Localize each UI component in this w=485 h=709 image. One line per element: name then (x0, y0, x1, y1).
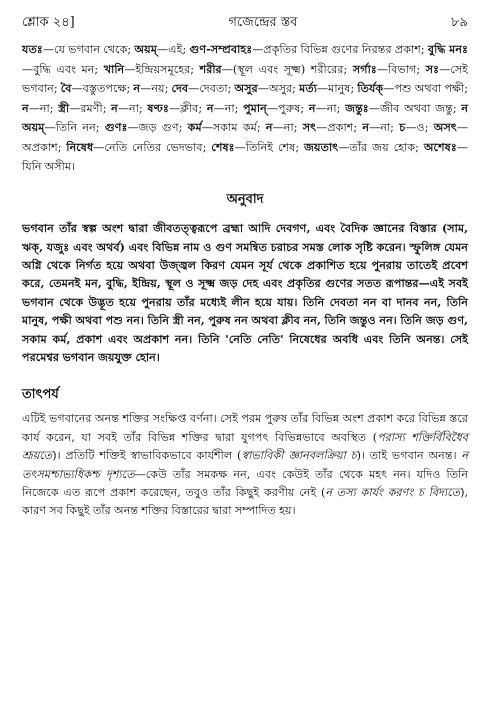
purport-paragraph (22, 410, 468, 520)
synonym-word: ন অয়ম্ (22, 100, 469, 135)
synonym-word: অশেষঃ (423, 139, 457, 154)
synonym-meaning: —অপ্রকাশ; (22, 121, 468, 154)
purport-quote: ন তস্য কার্যং করণং চ বিদ্যতে (325, 486, 461, 500)
purport-quote: ন তৎসমশ্চাভ্যধিকশ্চ দৃশ্যতে (22, 449, 469, 481)
synonym-meaning: —তিনি নন; (44, 121, 105, 135)
synonym-meaning: —সকাম কর্ম; (201, 121, 266, 135)
word-for-word-synonyms (22, 40, 468, 176)
synonym-word: মর্ত্য (299, 81, 317, 96)
synonym-word: শেষঃ (211, 139, 235, 154)
synonym-meaning: —না; (28, 101, 59, 115)
synonym-word: ন (133, 81, 141, 96)
synonym-word: বৈ (60, 81, 72, 96)
synonym-word: ন (22, 100, 29, 115)
synonym-meaning: —(স্থূল এবং সূক্ষ্ম) শরীরের; (221, 62, 353, 76)
synonym-meaning: —না; (117, 101, 148, 115)
synonym-word: সঃ (425, 61, 440, 76)
synonym-word: ন (265, 120, 273, 135)
synonym-meaning: —নয়; (140, 82, 172, 96)
synonym-word: ন (111, 100, 118, 115)
page-header (22, 14, 468, 32)
synonym-word: ন (206, 100, 214, 115)
synonym-meaning: —এই; (156, 43, 190, 56)
synonym-word: ন (362, 120, 370, 135)
synonym-meaning: —অসুর; (257, 82, 300, 96)
synonym-word: অসৎ (433, 120, 457, 135)
synonym-word: অসুর (234, 81, 258, 96)
synonym-word: ষণ্ঢঃ (147, 100, 169, 115)
synonym-word: যতঃ (22, 42, 43, 56)
synonym-meaning: —মানুষ; (316, 82, 358, 96)
synonym-meaning: —বুদ্ধি এবং মন; (22, 62, 104, 76)
synonym-meaning: —না; (315, 101, 346, 115)
synonym-meaning: —যে ভগবান থেকে; (42, 43, 135, 56)
synonym-meaning: —সেই ভগবান; (22, 62, 468, 96)
synonym-word: গুণ-সম্প্রবাহঃ (189, 42, 253, 56)
synonym-meaning: —না; (213, 101, 244, 115)
book-page (22, 14, 468, 699)
purport-heading: তাৎপর্য (22, 387, 59, 403)
header-chapter-title: গজেন্দ্রের স্তব (228, 15, 298, 30)
purport-text: এটিই ভগবানের অনন্ত শক্তির সংক্ষিপ্ত বর্ণনা। সেই পরম পুরুষ তাঁর বিভিন্ন অংশ প্রকাশ করে বিভিন্ন স্তরে কার্য করেন, যা সবই তাঁর বিভিন্ন শক্তির দ্বারা যুগপৎ বিভিন্নভাবে অবস্থিত ( (22, 412, 468, 444)
synonym-word: শরীর (199, 61, 222, 76)
header-verse-number: শ্লোক ২৪] (22, 15, 75, 30)
synonym-meaning: —নেতি নেতির ভেদভাব; (93, 140, 212, 154)
synonym-meaning: —বিভাগ; (376, 62, 426, 76)
synonym-word: স্ত্রী (58, 100, 70, 115)
header-page-number: ৮৯ (451, 15, 468, 30)
synonym-word: গুণঃ (104, 120, 128, 135)
synonym-word: অয়ম্ (134, 42, 157, 56)
synonym-meaning: —পুরুষ; (266, 101, 309, 115)
synonym-meaning: —ক্লীব; (168, 101, 207, 115)
synonym-word: জয়তাৎ (304, 139, 339, 154)
synonym-word: পুমান্ (243, 100, 267, 115)
synonym-meaning: —প্রকৃতির বিভিন্ন গুণের নিরন্তর প্রকাশ; (252, 43, 428, 56)
synonym-word: বুদ্ধি মনঃ (427, 42, 468, 56)
synonym-meaning: —ও; (405, 121, 434, 135)
synonym-word: কর্ম (187, 120, 202, 135)
synonym-meaning: —প্রকাশ; (316, 121, 363, 135)
purport-text: ), কারণ সব কিছুই তাঁর অনন্ত শক্তির বিস্তারের দ্বারা সম্পাদিত হয়। (22, 486, 468, 518)
purport-quote: পরাস্য শক্তির্বিবিধৈব শ্রূয়তে (22, 430, 469, 463)
synonym-meaning: —তিনিই শেষ; (234, 140, 305, 154)
synonym-meaning: —জড় গুণ; (127, 121, 188, 135)
synonym-meaning: —তাঁর জয় হোক; (338, 140, 424, 154)
synonym-meaning: —জীব অথবা জন্তু; (368, 101, 462, 115)
translation-heading: অনুবাদ (226, 192, 264, 208)
synonym-word: ন (308, 100, 316, 115)
purport-quote: স্বাভাবিকী জ্ঞানবলক্রিয়া চ (241, 449, 357, 463)
synonym-word: দেব (171, 81, 189, 96)
synonym-word: খানি (103, 61, 125, 76)
purport-text: )। প্রতিটি শক্তিই স্বাভাবিকভাবে কার্যশীল ( (52, 449, 242, 463)
purport-text: )। তাই ভগবান অনন্ত। (356, 449, 462, 463)
synonym-meaning: —যিনি অসীম। (22, 140, 468, 173)
synonym-meaning: —না; (272, 121, 303, 135)
synonym-meaning: —না; (369, 121, 400, 135)
synonym-word: নিষেধ (66, 139, 94, 154)
synonym-meaning: —দেবতা; (188, 82, 235, 96)
synonym-word: তির্যক্ (357, 81, 384, 96)
synonym-meaning: —ইন্দ্রিয়সমূহের; (124, 62, 200, 76)
synonym-meaning: —পশু অথবা পক্ষী; (383, 82, 468, 96)
synonym-meaning: —বস্তুতপক্ষে; (71, 82, 134, 96)
synonym-meaning: —রমণী; (69, 101, 112, 115)
synonym-word: সর্গাঃ (352, 61, 377, 76)
purport-text: —কেউ তাঁর সমকক্ষ নন, এবং কেউই তাঁর থেকে মহৎ নন। যদিও তিনি নিজেকে এত রূপে প্রকাশ করেছেন, তবুও তাঁর কিছুই করণীয় নেই ( (22, 467, 469, 500)
translation-paragraph: ভগবান তাঁর স্বল্প অংশ দ্বারা জীবতত্ত্বরূপে ব্রহ্মা আদি দেবগণ, এবং বৈদিক জ্ঞানের বিস্তার (সাম, ঋক্, যজুঃ এবং অথর্ব) এবং বিভিন্ন নাম ও গুণ সমন্বিত চরাচর সমস্ত লোক সৃষ্টি করেন। স্ফুলিঙ্গ যেমন অগ্নি থেকে নির্গত হয়ে অথবা উজ্জ্বল কিরণ যেমন সূর্য থেকে প্রকাশিত হয়ে পুনরায় তাতেই প্রবেশ করে, তেমনই মন, বুদ্ধি, ইন্দ্রিয়, স্থূল ও সূক্ষ্ম জড় দেহ এবং প্রকৃতির গুণের সতত রূপান্তর—এই সবই ভগবান থেকে উদ্ভূত হয়ে পুনরায় তাঁর মধ্যেই লীন হয়ে যায়। তিনি দেবতা নন বা দানব নন, তিনি মানুষ, পক্ষী অথবা পশু নন। তিনি স্ত্রী নন, পুরুষ নন অথবা ক্লীব নন, তিনি জন্তুও নন। তিনি জড় গুণ, সকাম কর্ম, প্রকাশ এবং অপ্রকাশ নন। তিনি 'নেতি নেতি' নিষেধের অবধি এবং তিনি অনন্ত। সেই পরমেশ্বর ভগবান জয়যুক্ত হোন। (22, 221, 468, 364)
synonym-word: সৎ (302, 120, 317, 135)
synonym-word: জন্তুঃ (345, 100, 369, 115)
synonym-word: চ (399, 120, 406, 135)
